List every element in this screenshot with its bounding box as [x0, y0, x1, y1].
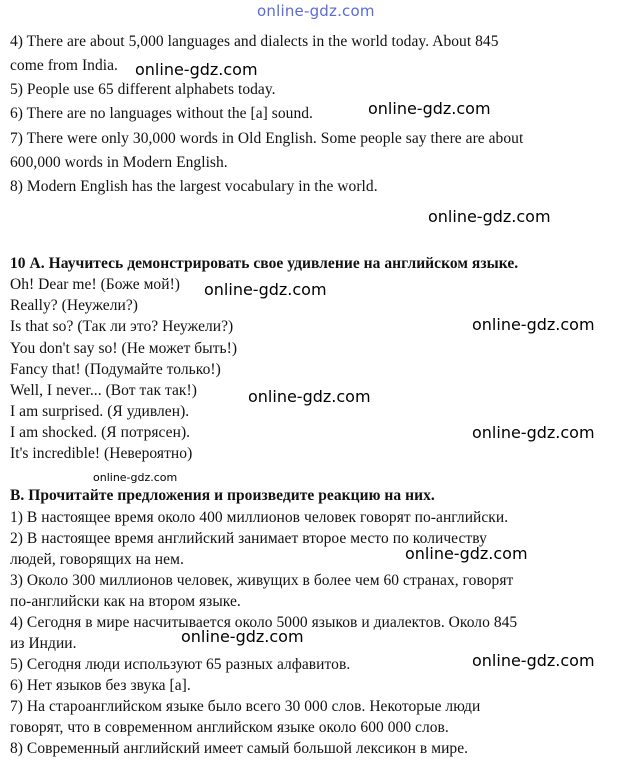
section-a-heading: 10 А. Научитесь демонстрировать свое удивление на английском языке. [10, 255, 519, 272]
sentence-item: по-английски как на втором языке. [10, 593, 241, 610]
watermark: online-gdz.com [428, 207, 551, 226]
phrase-item: Oh! Dear me! (Боже мой!) [10, 276, 181, 293]
statement-4-line-2: come from India. [10, 57, 118, 74]
sentence-item: из Индии. [10, 635, 77, 652]
watermark: online-gdz.com [181, 627, 304, 646]
watermark: online-gdz.com [472, 651, 595, 670]
sentence-item: 8) Современный английский имеет самый большой лексикон в мире. [10, 740, 469, 757]
phrase-item: You don't say so! (Не может быть!) [10, 340, 238, 357]
sentence-item: 3) Около 300 миллионов человек, живущих в более чем 60 странах, говорят [10, 572, 514, 589]
phrase-item: Well, I never... (Вот так так!) [10, 382, 197, 399]
phrase-item: Is that so? (Так ли это? Неужели?) [10, 318, 234, 335]
watermark: online-gdz.com [368, 99, 491, 118]
watermark-top: online-gdz.com [257, 2, 375, 20]
sentence-item: говорят, что в современном английском языке около 600 000 слов. [10, 719, 449, 736]
watermark: online-gdz.com [135, 60, 258, 79]
watermark: online-gdz.com [472, 315, 595, 334]
sentence-item: 5) Сегодня люди используют 65 разных алфавитов. [10, 656, 351, 673]
sentence-item: 6) Нет языков без звука [а]. [10, 677, 191, 694]
sentence-item: 1) В настоящее время около 400 миллионов человек говорят по-английски. [10, 509, 509, 526]
section-b-heading: В. Прочитайте предложения и произведите реакцию на них. [10, 487, 435, 504]
statement-8: 8) Modern English has the largest vocabulary in the world. [10, 178, 378, 195]
watermark-small: online-gdz.com [93, 471, 178, 484]
watermark: online-gdz.com [248, 387, 371, 406]
phrase-item: It's incredible! (Невероятно) [10, 445, 193, 462]
phrase-item: I am shocked. (Я потрясен). [10, 424, 191, 441]
statement-4-line-1: 4) There are about 5,000 languages and dialects in the world today. About 845 [10, 33, 499, 50]
sentence-item: 2) В настоящее время английский занимает второе место по количеству [10, 530, 487, 547]
watermark: online-gdz.com [204, 280, 327, 299]
statement-7-line-1: 7) There were only 30,000 words in Old English. Some people say there are about [10, 130, 524, 147]
sentence-item: 7) На староанглийском языке было всего 30 000 слов. Некоторые люди [10, 698, 481, 715]
statement-6: 6) There are no languages without the [a] sound. [10, 105, 313, 122]
watermark: online-gdz.com [472, 423, 595, 442]
phrase-item: I am surprised. (Я удивлен). [10, 403, 190, 420]
phrase-item: Really? (Неужели?) [10, 297, 138, 314]
phrase-item: Fancy that! (Подумайте только!) [10, 361, 221, 378]
sentence-item: людей, говорящих на нем. [10, 551, 184, 568]
statement-5: 5) People use 65 different alphabets today. [10, 81, 276, 98]
statement-7-line-2: 600,000 words in Modern English. [10, 154, 228, 171]
watermark: online-gdz.com [405, 544, 528, 563]
sentence-item: 4) Сегодня в мире насчитывается около 5000 языков и диалектов. Около 845 [10, 614, 518, 631]
